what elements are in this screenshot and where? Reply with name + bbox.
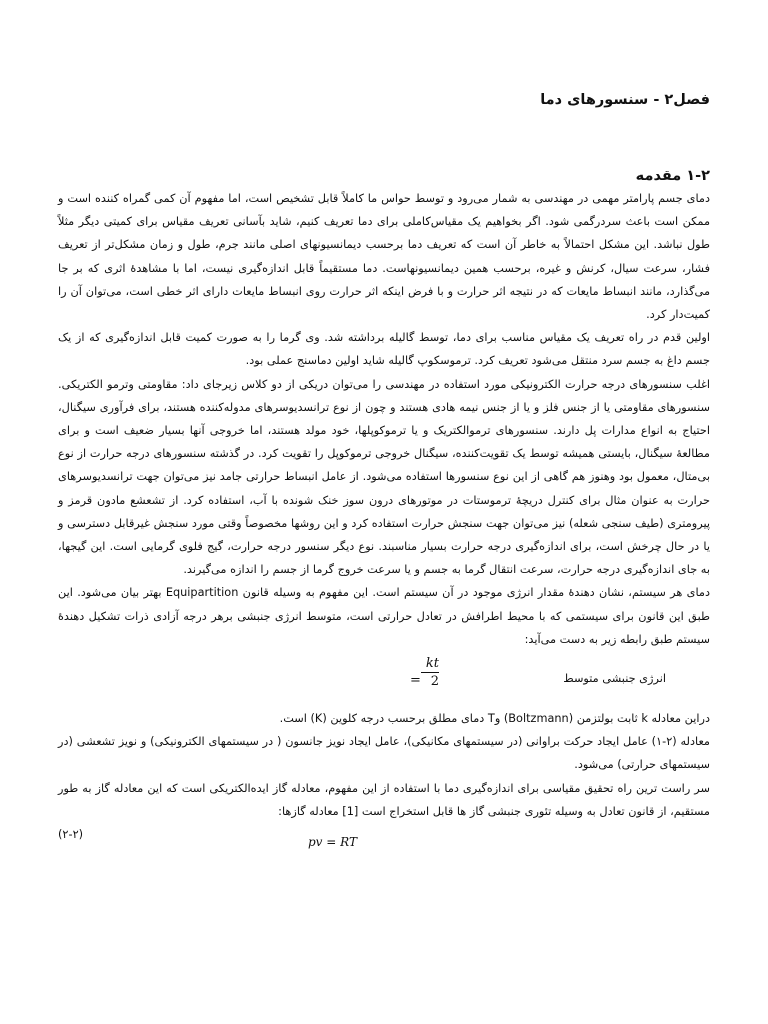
equals-sign: = [410,673,421,689]
paragraph-boltzmann: دراین معادله k ثابت بولتزمن (Boltzmann) وT دمای مطلق برحسب درجه کلوین (K) است. [279,712,710,726]
paragraph-ideal-gas: سر راست ترین راه تحقیق مقیاسی برای اندازه‌گیری دما با استفاده از این مفهوم، معادله گاز ایده‌الکتریکی است که این معادله گاز به طور مستقیم، از قانون تعادل به وسیله تئوری جنبشی گاز ها قابل استخراج است [1] معادله گازها: [58,781,710,818]
equation-number: (۲-۲) [58,828,84,842]
fraction-numerator: kt [425,656,439,672]
fraction [421,655,439,690]
equation-label: انرژی جنبشی متوسط [563,672,666,686]
fraction-denominator: 2 [430,674,439,690]
body-text [58,187,710,850]
equation-ideal-gas [58,823,710,850]
section-title: ۱-۲ مقدمه [635,168,710,184]
equation-kinetic-energy [58,651,710,707]
paragraph-galileo: اولین قدم در راه تعریف یک مقیاس مناسب برای دما، توسط گالیله برداشته شد. وی گرما را به صورت کمیت قابل اندازه‌گیری که از یک جسم داغ به جسم سرد منتقل می‌شود تعریف کرد. ترموسکوپ گالیله شاید اولین دماسنج عملی بود. [58,331,710,368]
chapter-title: فصل۲ - سنسورهای دما [540,92,710,108]
paragraph-equipartition: دمای هر سیستم، نشان دهندهٔ مقدار انرژی موجود در آن سیستم است. این مفهوم به وسیله قانون Equipartition بهتر بیان می‌شود. این طبق این قانون برای سیستمی که با محیط اطرافش در تعادل حرارتی است، متوسط انرژی جنبشی برهر درجه آزادی ذرات تشکیل دهندهٔ سیستم طبق رابطه زیر به دست می‌آید: [58,586,710,646]
paragraph-intro: دمای جسم پارامتر مهمی در مهندسی به شمار می‌رود و توسط حواس ما کاملاً قابل تشخیص است، اما مفهوم آن کمی گمراه کننده است و ممکن است باعث سردرگمی شود. اگر بخواهیم یک مقیاس‌کاملی برای دما تعریف کنیم، شاید بآسانی تعریف مقیاس برای کمیتی دیگر مثلاً طول نباشد. این مشکل احتمالاً به خاطر آن است که تعریف دما برحسب دیمانسیونهای اصلی مانند جرم، طول و زمان مشکل‌تر از تعریف فشار، سرعت سیال، کرنش و غیره، برحسب همین دیمانسیونهاست. دما مستقیماً قابل اندازه‌گیری نیست، اما با مشاهدهٔ اثری که بر جا می‌گذارد، مانند انبساط مایعات که در نتیجه اثر حرارت و با فرض اینکه اثر حرارت روی انبساط مایعات دارای اثر خطی است، می‌توان آن را کمیت‌دار کرد. [58,192,710,322]
paragraph-sensor-types: اغلب سنسورهای درجه حرارت الکترونیکی مورد استفاده در مهندسی را می‌توان دریکی از دو کلاس زیرجای داد: مقاومتی وترمو الکتریکی. سنسورهای مقاومتی یا از جنس فلز و یا از جنس نیمه هادی هستند و چون از نوع ترانسدیوسرهای مدوله‌کننده هستند، برای فرآوری سیگنال، احتیاج به انواع مدارات پل دارند. سنسورهای ترموالکتریک و یا ترموکوپلها، خود مولد هستند، اما خروجی آنها بسیار ضعیف است و برای مطالعهٔ سیگنال، بایستی همیشه توسط یک تقویت‌کننده، سیگنال خروجی ترموکوپل را تقویت کرد. در گذشته سنسورهای درجه حرارت از نوع بی‌متال، معمول بود وهنوز هم گاهی از این نوع سنسورها استفاده می‌شود. از عامل انبساط حرارتی جامد نیز می‌توان جهت ترانسدیوسرهای حرارت به عنوان مثال برای کنترل دریچهٔ ترموستات در موتورهای درون سوز خنک شونده با آب، استفاده کرد. از تشعشع مادون قرمز و پیرومتری (طیف سنجی شعله) نیز می‌توان جهت سنجش حرارت استفاده کرد و این روشها مخصوصاً وقتی مورد سنجش غیرقابل دسترسی و یا در حال چرخش است، برای اندازه‌گیری درجه حرارت بسیار مناسبند. نوع دیگر سنسور درجه حرارت، گیج فلوی گرمایی است. این گیجها، به جای اندازه‌گیری درجه حرارت، سرعت انتقال گرما به جسم و یا سرعت خروج گرما از جسم را اندازه می‌گیرند. [58,377,710,577]
equation-gas-formula: pv = RT [308,835,357,850]
paragraph-noise: معادله (۲-۱) عامل ایجاد حرکت براوانی (در سیستمهای مکانیکی)، عامل ایجاد نویز جانسون ( در سیستمهای الکترونیکی) و نویز تشعشی (در سیستمهای حرارتی) می‌شود. [58,735,710,772]
